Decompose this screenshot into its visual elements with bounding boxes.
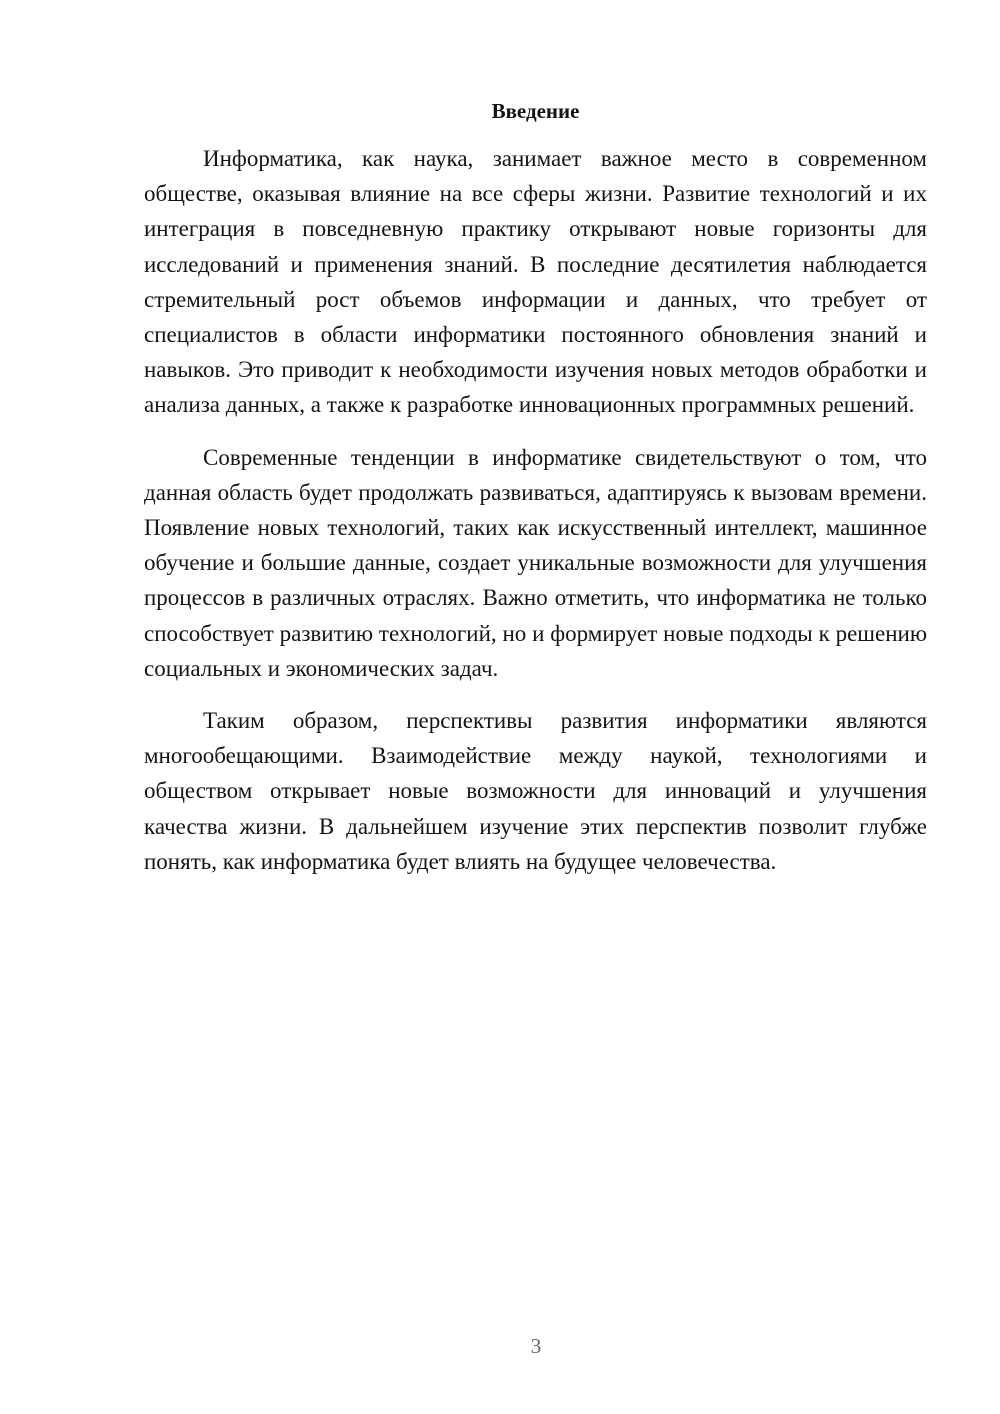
page-number: 3 <box>530 1334 542 1358</box>
paragraph-3: Таким образом, перспективы развития информатики являются многообещающими. Взаимодействие между наукой, технологиями и обществом открывает новые возможности для инноваций и улучшения качества жизни. В дальнейшем изучение этих перспектив позволит глубже понять, как информатика будет влиять на будущее человечества. <box>144 708 927 874</box>
page-title: Введение <box>491 99 580 123</box>
paragraph-2: Современные тенденции в информатике свидетельствуют о том, что данная область будет продолжать развиваться, адаптируясь к вызовам времени. Появление новых технологий, таких как искусственный интеллект, машинное обучение и большие данные, создает уникальные возможности для улучшения процессов в различных отраслях. Важно отметить, что информатика не только способствует развитию технологий, но и формирует новые подходы к решению социальных и экономических задач. <box>144 444 927 681</box>
paragraph-1: Информатика, как наука, занимает важное место в современном обществе, оказывая влияние на все сферы жизни. Развитие технологий и их интеграция в повседневную практику открывают новые горизонты для исследований и применения знаний. В последние десятилетия наблюдается стремительный рост объемов информации и данных, что требует от специалистов в области информатики постоянного обновления знаний и навыков. Это приводит к необходимости изучения новых методов обработки и анализа данных, а также к разработке инновационных программных решений. <box>144 146 927 418</box>
document-body <box>144 141 927 896</box>
